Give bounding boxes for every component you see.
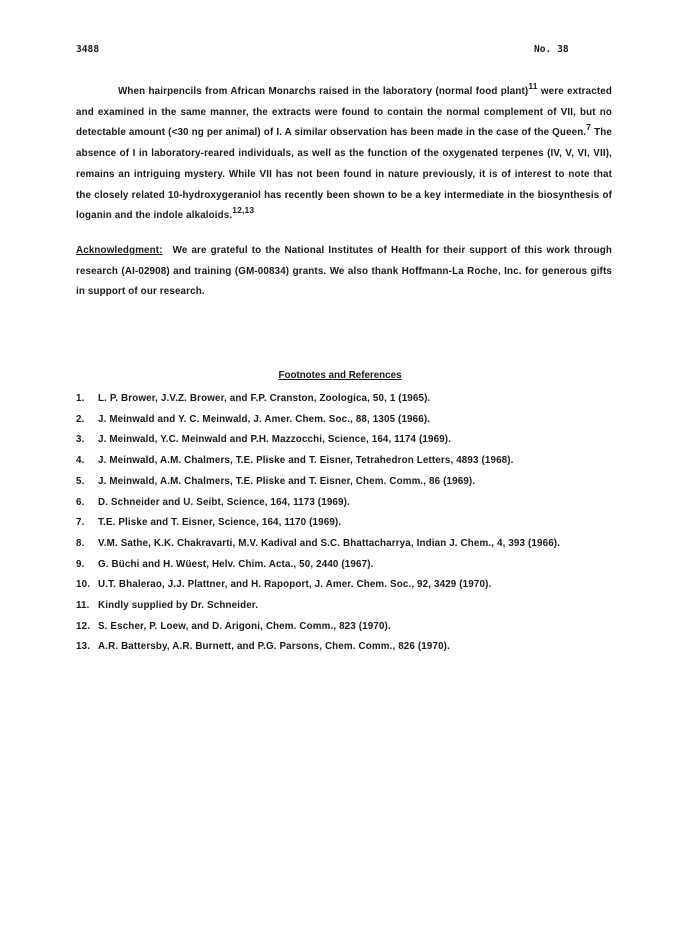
body-text: [76, 82, 612, 303]
reference-number: 3.: [76, 434, 85, 446]
reference-item: [76, 617, 616, 638]
page-number: 3488: [76, 44, 100, 55]
reference-number: 10.: [76, 579, 91, 591]
reference-text: Kindly supplied by Dr. Schneider.: [98, 600, 259, 612]
reference-item: [76, 430, 616, 451]
reference-text: V.M. Sathe, K.K. Chakravarti, M.V. Kadival and S.C. Bhattacharrya, Indian J. Chem., 4, 393 (1966).: [98, 537, 561, 549]
acknowledgment: [76, 241, 612, 303]
footnote-ref-7: 7: [586, 122, 592, 133]
reference-item: [76, 637, 616, 658]
reference-number: 1.: [76, 393, 85, 404]
reference-number: 13.: [76, 641, 91, 653]
reference-text: J. Meinwald, A.M. Chalmers, T.E. Pliske and T. Eisner, Chem. Comm., 86 (1969).: [98, 475, 476, 487]
reference-item: [76, 389, 616, 410]
reference-number: 8.: [76, 537, 85, 549]
reference-text: T.E. Pliske and T. Eisner, Science, 164, 1170 (1969).: [98, 517, 342, 529]
footnote-ref-12-13: 12,13: [232, 205, 255, 216]
reference-text: D. Schneider and U. Seibt, Science, 164, 1173 (1969).: [98, 496, 350, 508]
references-heading: Footnotes and References: [278, 370, 402, 381]
reference-text: S. Escher, P. Loew, and D. Arigoni, Chem. Comm., 823 (1970).: [98, 620, 391, 632]
reference-text: G. Büchi and H. Wüest, Helv. Chim. Acta., 50, 2440 (1967).: [98, 558, 374, 570]
reference-item: [76, 596, 616, 617]
reference-item: [76, 410, 616, 431]
reference-number: 4.: [76, 455, 85, 467]
reference-number: 9.: [76, 558, 85, 570]
reference-item: [76, 451, 616, 472]
acknowledgment-text: We are grateful to the National Institutes of Health for their support of this work through research (AI-02908) and training (GM-00834) grants. We also thank Hoffmann-La Roche, Inc. for generous gifts in support of our research.: [76, 244, 612, 298]
paragraph-1-part-1: When hairpencils from African Monarchs raised in the laboratory (normal food plant): [118, 86, 529, 97]
paragraph-1-part-3: The absence of I in laboratory-reared individuals, as well as the function of the oxygenated terpenes (IV, V, VI, VII), remains an intriguing mystery. While VII has not been found in nature previously, it is of interest to note that the closely related 10-hydroxygeraniol has recently been shown to be a key intermediate in the biosynthesis of loganin and the indole alkaloids.: [76, 127, 613, 222]
paragraph-1: [76, 82, 612, 227]
reference-item: [76, 534, 616, 555]
reference-text: J. Meinwald, Y.C. Meinwald and P.H. Mazzocchi, Science, 164, 1174 (1969).: [98, 434, 452, 446]
reference-item: [76, 555, 616, 576]
reference-number: 2.: [76, 413, 85, 425]
references-list: [76, 389, 616, 658]
footnote-ref-11: 11: [528, 81, 538, 91]
reference-number: 12.: [76, 620, 91, 632]
acknowledgment-label: Acknowledgment:: [76, 244, 163, 256]
reference-text: L. P. Brower, J.V.Z. Brower, and F.P. Cranston, Zoologica, 50, 1 (1965).: [98, 393, 431, 404]
reference-number: 6.: [76, 496, 85, 508]
reference-item: [76, 575, 616, 596]
reference-text: A.R. Battersby, A.R. Burnett, and P.G. Parsons, Chem. Comm., 826 (1970).: [98, 641, 450, 653]
reference-number: 11.: [76, 600, 90, 612]
reference-item: [76, 493, 616, 514]
reference-text: U.T. Bhalerao, J.J. Plattner, and H. Rapoport, J. Amer. Chem. Soc., 92, 3429 (1970).: [98, 579, 492, 591]
reference-number: 7.: [76, 517, 85, 529]
reference-item: [76, 472, 616, 493]
reference-number: 5.: [76, 475, 85, 487]
reference-text: J. Meinwald, A.M. Chalmers, T.E. Pliske and T. Eisner, Tetrahedron Letters, 4893 (1968).: [98, 455, 514, 467]
reference-text: J. Meinwald and Y. C. Meinwald, J. Amer. Chem. Soc., 88, 1305 (1966).: [98, 413, 431, 425]
reference-item: [76, 513, 616, 534]
issue-number: No. 38: [534, 44, 569, 55]
paragraph-1-part-2: were extracted and examined in the same manner, the extracts were found to contain the normal complement of VII, but no detectable amount (<30 ng per animal) of I. A similar observation has been made in the case of the Queen.: [76, 86, 612, 139]
